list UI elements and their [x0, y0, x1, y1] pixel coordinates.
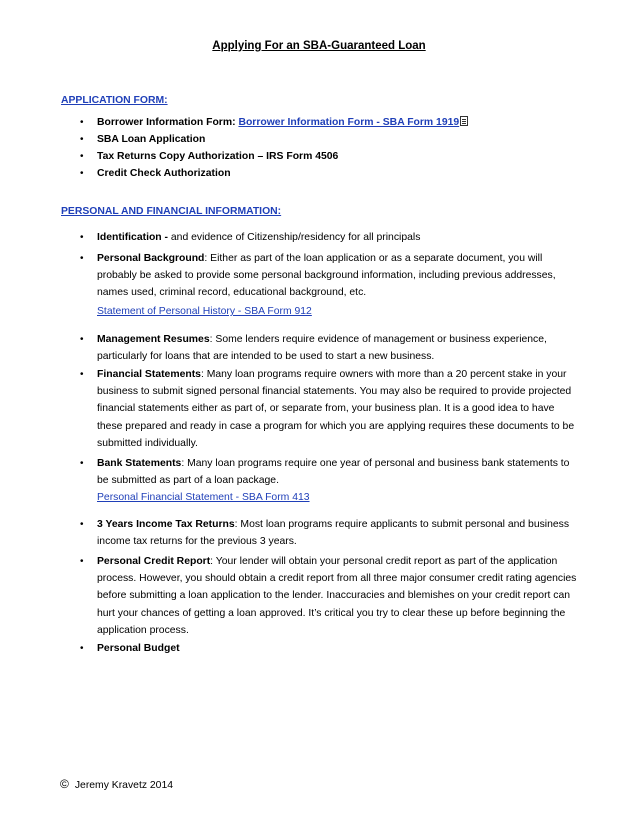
- item-label: Personal Credit Report: [97, 556, 211, 567]
- list-item-label: Credit Check Authorization: [97, 168, 231, 179]
- bullet: •: [80, 168, 84, 179]
- bullet: •: [80, 134, 84, 145]
- bullet: •: [80, 334, 84, 345]
- bullet: •: [80, 232, 84, 243]
- footer-text: Jeremy Kravetz 2014: [74, 780, 174, 791]
- list-item-label: Tax Returns Copy Authorization – IRS Form 4506: [97, 151, 339, 162]
- document-icon: [460, 116, 468, 126]
- list-item-label: Borrower Information Form:: [97, 117, 239, 128]
- borrower-information-form-link[interactable]: Borrower Information Form - SBA Form 1919: [238, 117, 460, 128]
- bullet: •: [80, 369, 84, 380]
- item-text: : Most loan programs require applicants to submit personal and business income tax returns for the previous 3 years.: [97, 519, 570, 548]
- bullet: •: [80, 117, 84, 128]
- item-label: Financial Statements: [97, 369, 201, 380]
- list-item-label: SBA Loan Application: [97, 134, 206, 145]
- bullet: •: [80, 151, 84, 162]
- bullet: •: [80, 519, 84, 530]
- item-text: : Your lender will obtain your personal credit report as part of the application process. However, you should obtain a credit report from all three major consumer credit rating agencies before submitting a loan application to the lender. Inaccuracies and blemishes on your credit report can hurt your chances of getting a loan approved. It’s critical you try to clear these up before beginning the application process.: [97, 556, 577, 636]
- item-label: 3 Years Income Tax Returns: [97, 519, 235, 530]
- bullet: •: [80, 643, 84, 654]
- item-label: Management Resumes: [97, 334, 210, 345]
- item-text: : Either as part of the loan application or as a separate document, you will probably be asked to provide some personal background information, including previous addresses, names used, criminal record, educational background, etc.: [97, 253, 556, 299]
- footer: [60, 777, 173, 791]
- document-title: Applying For an SBA-Guaranteed Loan: [212, 40, 426, 52]
- item-label: Personal Budget: [97, 643, 180, 654]
- bullet: •: [80, 556, 84, 567]
- personal-financial-statement-link[interactable]: Personal Financial Statement - SBA Form 413: [97, 492, 310, 503]
- item-text: : Many loan programs require owners with more than a 20 percent stake in your business to submit signed personal financial statements. You may also be required to provide projected financial statements either as part of, or separate from, your business plan. It is a good idea to have these prepared and ready in case a program for which you are applying requires these documents to be submitted individually.: [97, 369, 575, 449]
- personal-financial-heading[interactable]: PERSONAL AND FINANCIAL INFORMATION:: [61, 206, 282, 217]
- item-text: : Some lenders require evidence of management or business experience, particularly for loans that are intended to be used to start a new business.: [97, 334, 547, 363]
- item-label: Bank Statements: [97, 458, 182, 469]
- bullet: •: [80, 253, 84, 264]
- item-label: Personal Background: [97, 253, 205, 264]
- item-text: : Many loan programs require one year of personal and business bank statements to be submitted as part of a loan package.: [97, 458, 570, 487]
- application-form-heading[interactable]: APPLICATION FORM:: [61, 95, 168, 106]
- bullet: •: [80, 458, 84, 469]
- copyright-icon: ©: [60, 777, 69, 791]
- personal-history-link[interactable]: Statement of Personal History - SBA Form 912: [97, 306, 312, 317]
- item-text: and evidence of Citizenship/residency for all principals: [168, 232, 421, 243]
- item-label: Identification -: [97, 232, 168, 243]
